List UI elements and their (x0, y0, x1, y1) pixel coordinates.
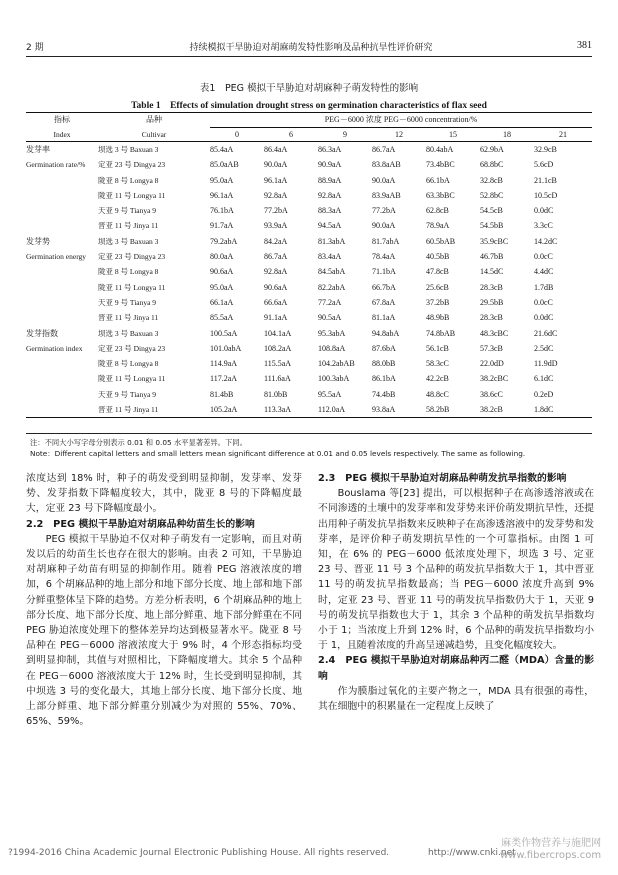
value-cell: 94.5aA (318, 221, 342, 231)
value-cell: 40.5bB (426, 252, 450, 262)
value-cell: 38.2cBC (480, 374, 509, 384)
value-cell: 14.5dC (480, 267, 504, 277)
germination-table (26, 112, 592, 418)
value-cell: 91.7aA (210, 221, 234, 231)
value-cell: 92.8aA (264, 190, 288, 200)
value-cell: 79.2abA (210, 236, 238, 246)
table-row (26, 234, 592, 249)
value-cell: 88.3aA (318, 206, 342, 216)
value-cell: 93.9aA (264, 221, 288, 231)
value-cell: 86.4aA (264, 145, 288, 154)
table-row (26, 218, 592, 233)
value-cell: 83.8aAB (372, 160, 401, 170)
table-row (26, 188, 592, 203)
value-cell: 21.1cB (534, 175, 557, 185)
value-cell: 86.1bA (372, 374, 396, 384)
table-row (26, 203, 592, 218)
value-cell: 81.0bB (264, 389, 288, 399)
watermark (500, 838, 601, 862)
value-cell: 21.6dC (534, 328, 558, 338)
cultivar-header-en: Cultivar (98, 128, 210, 142)
value-cell: 81.3abA (318, 236, 346, 246)
value-cell: 74.8bAB (426, 328, 456, 338)
table-row (26, 295, 592, 310)
value-cell: 92.8aA (264, 267, 288, 277)
value-cell: 90.9aA (318, 160, 342, 170)
value-cell: 104.1aA (264, 328, 292, 338)
page-number: 381 (577, 40, 592, 51)
table-note (30, 437, 590, 459)
value-cell: 1.7dB (534, 282, 554, 292)
table-row (26, 157, 592, 172)
table-row (26, 142, 592, 158)
value-cell: 83.9aAB (372, 190, 401, 200)
section-2-4-heading: 2.4 PEG 模拟干旱胁迫对胡麻品种丙二醛（MDA）含量的影响 (318, 655, 594, 682)
value-cell: 101.0abA (210, 343, 242, 353)
value-cell: 86.7aA (264, 252, 288, 262)
cultivar-cell: 陇亚 11 号 Longya 11 (98, 190, 166, 200)
right-paragraph-2: 作为膜脂过氧化的主要产物之一，MDA 具有很强的毒性，其在细胞中的积累量在一定程度上反映了 (318, 685, 594, 713)
cultivar-cell: 坝选 3 号 Baxuan 3 (98, 236, 159, 246)
value-cell: 115.5aA (264, 359, 292, 369)
value-cell: 108.2aA (264, 343, 292, 353)
value-cell: 90.0aA (372, 221, 396, 231)
value-cell: 63.3bBC (426, 190, 455, 200)
concentration-0: 0 (210, 128, 264, 142)
value-cell: 88.9aA (318, 175, 342, 185)
left-paragraph-2: PEG 模拟干旱胁迫不仅对种子萌发有一定影响，而且对萌发以后的幼苗生长也存在很大的影响。由表 2 可知，干旱胁迫对胡麻种子幼苗有明显的抑制作用。随着 PEG 溶液浓度的增加，6 个胡麻品种的地上部分和地下部分长度、地上部和地下部分鲜重整体呈下降的趋势。方差分析表明，6 个胡麻品种的地上部分长度、地下部分长度、地上部分鲜重、地下部分鲜重在不同 PEG 胁迫浓度处理下的整体差异均达到极显著水平。陇亚 8 号品种在 PEG－6000 溶液浓度大于 9% 时，4 个形态指标均受到明显抑制，其值与对照相比，下降幅度增大。其余 5 个品种在 PEG－6000 溶液浓度大于 12% 时，生长受到明显抑制，其中坝选 3 号的变化最大，其地上部分长度、地下部分长度、地上部分鲜重、地下部分鲜重分别减少为对照的 55%、70%、65%、59%。 (26, 533, 302, 728)
value-cell: 96.1aA (264, 175, 288, 185)
value-cell: 48.8cC (426, 389, 449, 399)
value-cell: 58.2bB (426, 402, 480, 418)
watermark-url: www.fibercrops.com (500, 850, 602, 861)
index-cell-empty (26, 295, 98, 310)
table-row (26, 173, 592, 188)
value-cell: 100.3abA (318, 374, 350, 384)
value-cell: 85.4aA (210, 145, 234, 154)
cultivar-cell: 晋亚 11 号 Jinya 11 (98, 221, 159, 231)
table-caption-en: Table 1 Effects of simulation drought stress on germination characteristics of flax seed (131, 101, 487, 111)
value-cell: 38.2cB (480, 402, 534, 418)
cnki-link[interactable]: http://www.cnki.net (428, 848, 516, 858)
value-cell: 32.8cB (480, 175, 503, 185)
index-cell-empty (26, 402, 98, 418)
cultivar-cell: 定亚 23 号 Dingya 23 (98, 252, 166, 262)
index-cell-empty (26, 203, 98, 218)
index-cell-empty (26, 218, 98, 233)
value-cell: 48.3cBC (480, 328, 509, 338)
running-title: 持续模拟干旱胁迫对胡麻萌发特性影响及品种抗旱性评价研究 (189, 43, 433, 53)
index-name-cn: 发芽指数 (26, 328, 58, 338)
value-cell: 78.4aA (372, 252, 396, 262)
value-cell: 90.0aA (372, 175, 396, 185)
value-cell: 0.0cC (534, 252, 553, 262)
value-cell: 14.2dC (534, 236, 558, 246)
value-cell: 68.8bC (480, 160, 504, 170)
cultivar-cell: 陇亚 11 号 Longya 11 (98, 282, 166, 292)
value-cell: 81.1aA (372, 313, 396, 323)
index-cell-empty (26, 173, 98, 188)
value-cell: 46.7bB (480, 252, 504, 262)
value-cell: 95.0aA (210, 175, 234, 185)
section-2-2-heading: 2.2 PEG 模拟干旱胁迫对胡麻品种幼苗生长的影响 (26, 518, 255, 530)
index-header-cn: 指标 (26, 113, 98, 128)
value-cell: 0.0cC (534, 297, 553, 307)
value-cell: 73.4bBC (426, 160, 455, 170)
value-cell: 11.9dD (534, 359, 558, 369)
concentration-21: 21 (534, 128, 592, 142)
value-cell: 100.5aA (210, 328, 238, 338)
cultivar-cell: 坝选 3 号 Baxuan 3 (98, 145, 159, 154)
value-cell: 52.8bC (480, 190, 504, 200)
value-cell: 10.5cD (534, 190, 558, 200)
index-name-en: Germination index (26, 343, 83, 353)
value-cell: 67.8aA (372, 297, 396, 307)
value-cell: 66.6aA (264, 297, 288, 307)
index-name-cn: 发芽率 (26, 145, 50, 154)
cultivar-cell: 晋亚 11 号 Jinya 11 (98, 402, 210, 418)
value-cell: 29.5bB (480, 297, 504, 307)
index-cell-empty (26, 387, 98, 402)
value-cell: 96.1aA (210, 190, 234, 200)
table-row (26, 326, 592, 341)
value-cell: 112.0aA (318, 402, 372, 418)
value-cell: 80.0aA (210, 252, 234, 262)
running-header (26, 40, 592, 54)
index-name-en: Germination energy (26, 252, 87, 262)
index-cell-empty (26, 280, 98, 295)
value-cell: 3.3cC (534, 221, 553, 231)
value-cell: 54.5cB (480, 206, 503, 216)
value-cell: 84.5abA (318, 267, 346, 277)
value-cell: 81.4bB (210, 389, 234, 399)
value-cell: 25.6cB (426, 282, 449, 292)
value-cell: 95.5aA (318, 389, 342, 399)
left-column (26, 471, 302, 729)
table-row (26, 387, 592, 402)
value-cell: 62.8cB (426, 206, 449, 216)
value-cell: 0.2eD (534, 389, 554, 399)
value-cell: 83.4aA (318, 252, 342, 262)
value-cell: 57.3cB (480, 343, 503, 353)
header-rule (26, 56, 592, 57)
table-row (26, 356, 592, 371)
table-row (26, 249, 592, 264)
value-cell: 95.3abA (318, 328, 346, 338)
table-row (26, 341, 592, 356)
value-cell: 35.9cBC (480, 236, 509, 246)
value-cell: 2.5dC (534, 343, 554, 353)
value-cell: 28.3cB (480, 313, 503, 323)
cultivar-cell: 坝选 3 号 Baxuan 3 (98, 328, 159, 338)
right-paragraph-1: Bouslama 等[23] 提出，可以根据种子在高渗透溶液或在不同渗透的土壤中的发芽率和发芽势来评价萌发期抗旱性，还提出用种子萌发抗旱指数来反映种子在高渗透溶液中的发芽势和发芽率，是评价种子萌发期抗旱性的一个可靠指标。由图 1 可知，在 6% 的 PEG－6000 低浓度处理下，坝选 3 号、定亚 23 号、晋亚 11 号 3 个品种的萌发抗旱指数大于 1，其中晋亚 11 号的萌发抗旱指数最高；当 PEG－6000 浓度升高到 9% 时，定亚 23 号、晋亚 11 号的萌发抗旱指数仍大于 1，天亚 9 号的萌发抗旱指数也大于 1，其余 3 个品种的萌发抗旱指数均小于 1；当浓度上升到 12% 时，6 个品种的萌发抗旱指数均小于 1，且随着浓度的升高呈递减趋势，且变化幅度较大。 (318, 488, 594, 652)
value-cell: 87.6bA (372, 343, 396, 353)
table-row (26, 264, 592, 279)
table-bottom-rule (26, 433, 592, 434)
value-cell: 86.3aA (318, 145, 342, 154)
concentration-15: 15 (426, 128, 480, 142)
value-cell: 90.0aA (264, 160, 288, 170)
value-cell: 58.3cC (426, 359, 449, 369)
value-cell: 1.8dC (534, 402, 592, 418)
value-cell: 94.8abA (372, 328, 400, 338)
value-cell: 42.2cB (426, 374, 449, 384)
value-cell: 88.0bB (372, 359, 396, 369)
index-cell-empty (26, 371, 98, 386)
value-cell: 54.5bB (480, 221, 504, 231)
table-caption-cn: 表1 PEG 模拟干旱胁迫对胡麻种子萌发特性的影响 (199, 83, 419, 94)
cultivar-header-cn: 品种 (98, 113, 210, 128)
issue-number: 2 期 (26, 43, 44, 53)
value-cell: 66.1bA (426, 175, 450, 185)
value-cell: 92.8aA (318, 190, 342, 200)
value-cell: 93.8aA (372, 402, 426, 418)
table-note-cn: 注：不同大小写字母分别表示 0.01 和 0.05 水平显著差异。下同。 (30, 438, 247, 447)
value-cell: 108.8aA (318, 343, 346, 353)
value-cell: 32.9cB (534, 145, 557, 154)
value-cell: 71.1bA (372, 267, 396, 277)
value-cell: 77.2aA (318, 297, 342, 307)
value-cell: 91.1aA (264, 313, 288, 323)
value-cell: 81.7abA (372, 236, 400, 246)
value-cell: 90.6aA (210, 267, 234, 277)
table-note-en: Note：Different capital letters and small letters mean significant difference at 0.01 and 0.05 levels respectively. The same as following. (30, 449, 526, 458)
value-cell: 47.8cB (426, 267, 449, 277)
value-cell: 78.9aA (426, 221, 450, 231)
cultivar-cell: 天亚 9 号 Tianya 9 (98, 297, 157, 307)
value-cell: 114.9aA (210, 359, 238, 369)
index-header-en: Index (26, 128, 98, 142)
value-cell: 66.1aA (210, 297, 234, 307)
index-cell-empty (26, 264, 98, 279)
concentration-6: 6 (264, 128, 318, 142)
value-cell: 86.7aA (372, 145, 396, 154)
value-cell: 77.2bA (264, 206, 288, 216)
concentration-9: 9 (318, 128, 372, 142)
value-cell: 76.1bA (210, 206, 234, 216)
table-row (26, 280, 592, 295)
concentration-12: 12 (372, 128, 426, 142)
left-paragraph-1: 浓度达到 18% 时，种子的萌发受到明显抑制，发芽率、发芽势、发芽指数下降幅度较大，其中，陇亚 8 号的下降幅度最大，定亚 23 号下降幅度最小。 (26, 473, 302, 515)
index-name-en: Germination rate/% (26, 160, 86, 170)
index-cell-empty (26, 188, 98, 203)
watermark-cn: 麻类作物营养与施肥网 (501, 838, 602, 849)
cultivar-cell: 陇亚 8 号 Longya 8 (98, 267, 159, 277)
value-cell: 62.9bA (480, 145, 504, 154)
value-cell: 85.5aA (210, 313, 234, 323)
value-cell: 90.5aA (318, 313, 342, 323)
value-cell: 85.0aAB (210, 160, 239, 170)
index-name-cn: 发芽势 (26, 236, 50, 246)
value-cell: 111.6aA (264, 374, 291, 384)
cultivar-cell: 陇亚 8 号 Longya 8 (98, 359, 159, 369)
concentration-header: PEG－6000 浓度 PEG－6000 concentration/% (210, 113, 592, 128)
value-cell: 104.2abAB (318, 359, 355, 369)
value-cell: 80.4abA (426, 145, 454, 154)
concentration-18: 18 (480, 128, 534, 142)
value-cell: 82.2abA (318, 282, 346, 292)
value-cell: 0.0dC (534, 313, 554, 323)
value-cell: 117.2aA (210, 374, 238, 384)
table-row (26, 310, 592, 325)
cultivar-cell: 陇亚 8 号 Longya 8 (98, 175, 159, 185)
value-cell: 37.2bB (426, 297, 450, 307)
index-cell-empty (26, 310, 98, 325)
copyright-text: ?1994-2016 China Academic Journal Electronic Publishing House. All rights reserved. (8, 848, 390, 858)
value-cell: 74.4bB (372, 389, 396, 399)
right-column (318, 471, 594, 714)
value-cell: 38.6cC (480, 389, 503, 399)
cultivar-cell: 天亚 9 号 Tianya 9 (98, 389, 157, 399)
section-2-3-heading: 2.3 PEG 模拟干旱胁迫对胡麻品种萌发抗旱指数的影响 (318, 473, 567, 484)
index-cell-empty (26, 356, 98, 371)
cultivar-cell: 定亚 23 号 Dingya 23 (98, 160, 166, 170)
value-cell: 77.2bA (372, 206, 396, 216)
value-cell: 28.3cB (480, 282, 503, 292)
cultivar-cell: 天亚 9 号 Tianya 9 (98, 206, 157, 216)
value-cell: 66.7bA (372, 282, 396, 292)
value-cell: 90.6aA (264, 282, 288, 292)
value-cell: 0.0dC (534, 206, 554, 216)
table-row (26, 371, 592, 386)
value-cell: 60.5bAB (426, 236, 456, 246)
value-cell: 56.1cB (426, 343, 449, 353)
value-cell: 4.4dC (534, 267, 554, 277)
value-cell: 95.0aA (210, 282, 234, 292)
cultivar-cell: 晋亚 11 号 Jinya 11 (98, 313, 159, 323)
value-cell: 84.2aA (264, 236, 288, 246)
value-cell: 113.3aA (264, 402, 318, 418)
value-cell: 105.2aA (210, 402, 264, 418)
value-cell: 22.0dD (480, 359, 504, 369)
cultivar-cell: 陇亚 11 号 Longya 11 (98, 374, 166, 384)
cultivar-cell: 定亚 23 号 Dingya 23 (98, 343, 166, 353)
table-row (26, 402, 592, 418)
value-cell: 5.6cD (534, 160, 554, 170)
value-cell: 48.9bB (426, 313, 450, 323)
value-cell: 6.1dC (534, 374, 554, 384)
